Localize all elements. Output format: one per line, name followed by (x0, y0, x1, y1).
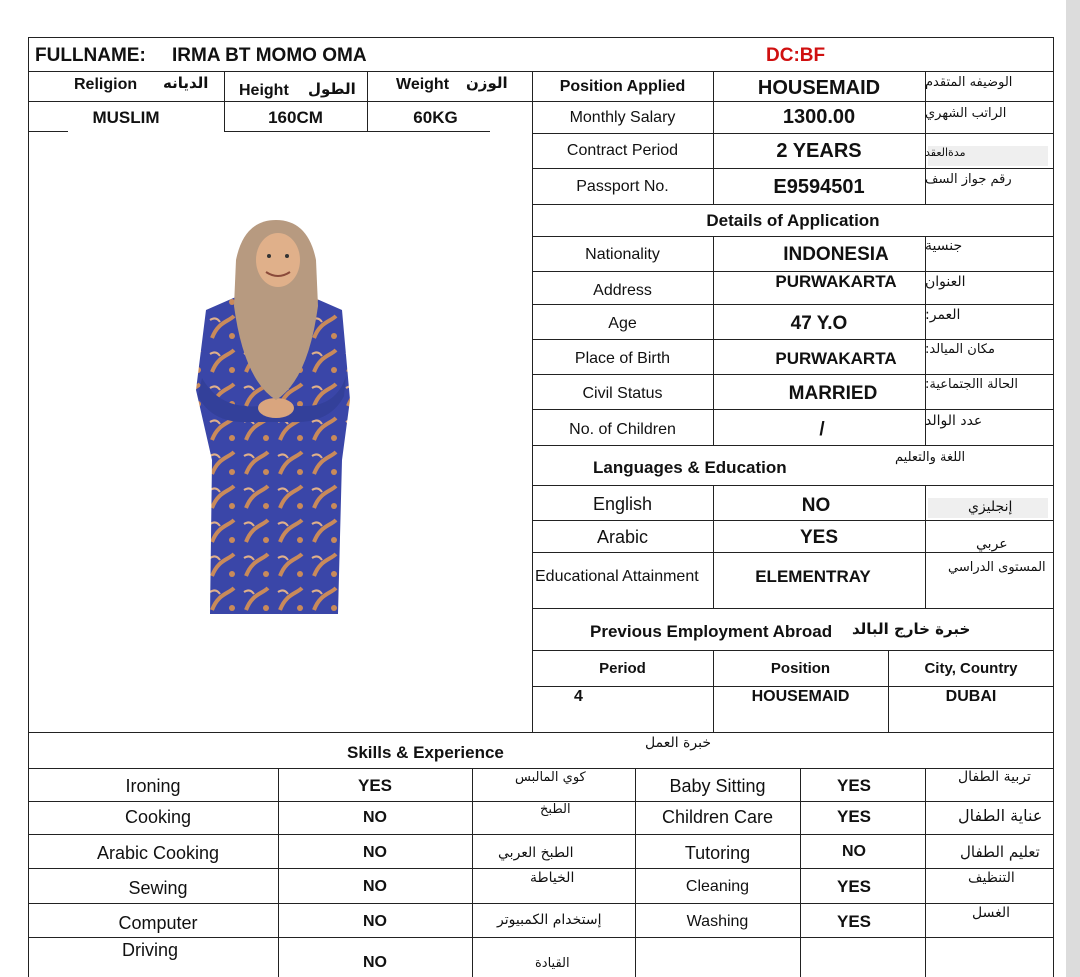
skill-value-washing: YES (836, 912, 872, 931)
skill-value-computer: NO (363, 913, 387, 930)
salary-value: 1300.00 (782, 106, 856, 128)
skill-ar-driving: القيادة (535, 956, 570, 971)
languages-title: Languages & Education (593, 458, 787, 477)
page-edge (1066, 0, 1080, 977)
skill-value-baby-sitting: YES (836, 776, 872, 795)
skill-value-cooking: NO (363, 809, 387, 826)
employment-header-city: City, Country (924, 660, 1018, 677)
passport-value: E9594501 (773, 176, 865, 198)
skill-label-washing: Washing (686, 913, 749, 930)
position-label: Position Applied (559, 78, 686, 95)
height-value: 160CM (268, 108, 323, 127)
employment-city: DUBAI (945, 688, 997, 705)
employment-header-position: Position (770, 660, 831, 677)
position-label-ar: الوضيفه المتقدم (925, 75, 1013, 90)
employment-period: 4 (574, 688, 583, 705)
education-value: ELEMENTRAY (755, 567, 871, 586)
skill-label-baby-sitting: Baby Sitting (669, 776, 766, 796)
person-photo (140, 210, 420, 620)
lang-label-arabic: Arabic (596, 527, 649, 547)
weight-value: 60KG (413, 108, 458, 127)
lang-value-arabic: YES (799, 527, 839, 548)
employment-position: HOUSEMAID (751, 688, 850, 705)
skill-value-tutoring: NO (842, 843, 866, 860)
skills-title-ar: خبرة العمل (645, 735, 711, 751)
salary-label: Monthly Salary (569, 109, 676, 126)
detail-ar-civil-status: الحالة االجتماعية: (925, 377, 1018, 392)
skill-ar-sewing: الخياطة (530, 870, 575, 886)
employment-header-period: Period (599, 660, 646, 677)
weight-label-ar: الوزن (466, 74, 508, 92)
fullname-value: IRMA BT MOMO OMA (172, 45, 367, 66)
skill-value-children-care: YES (836, 807, 872, 826)
skill-value-cleaning: YES (836, 877, 872, 896)
detail-label-nationality: Nationality (585, 246, 660, 263)
skill-label-driving: Driving (121, 940, 178, 960)
skill-label-cleaning: Cleaning (685, 878, 750, 895)
detail-value-birthplace: PURWAKARTA (775, 349, 897, 368)
lang-ar-arabic: عربي (976, 536, 1008, 552)
detail-label-civil-status: Civil Status (582, 385, 663, 402)
lang-value-english: NO (801, 495, 831, 516)
fullname-label: FULLNAME: (35, 45, 146, 66)
passport-label-ar: رقم جواز السف (925, 172, 1012, 187)
detail-ar-address: العنوان (925, 274, 966, 290)
detail-value-address: PURWAKARTA (775, 272, 897, 291)
education-ar: المستوى الدراسي (948, 560, 1046, 575)
skill-ar-children-care: عناية الطفال (958, 806, 1043, 825)
detail-label-age: Age (608, 315, 637, 332)
skill-label-arabic-cooking: Arabic Cooking (96, 843, 220, 863)
detail-value-age: 47 Y.O (790, 313, 848, 334)
detail-ar-birthplace: مكان الميالد: (925, 342, 995, 357)
detail-label-children: No. of Children (569, 421, 676, 438)
detail-value-children: / (819, 419, 825, 440)
skill-label-computer: Computer (118, 913, 198, 933)
languages-title-ar: اللغة والتعليم (895, 450, 966, 465)
skill-value-ironing: YES (357, 776, 393, 795)
skill-label-cooking: Cooking (124, 807, 192, 827)
skill-label-sewing: Sewing (128, 878, 188, 898)
salary-label-ar: الراتب الشهري (925, 106, 1007, 121)
detail-value-nationality: INDONESIA (783, 244, 889, 265)
detail-value-civil-status: MARRIED (788, 383, 878, 404)
detail-label-birthplace: Place of Birth (574, 350, 671, 367)
skill-label-ironing: Ironing (125, 776, 181, 796)
skill-ar-washing: الغسل (972, 905, 1011, 921)
skill-ar-ironing: كوي المالبس (515, 770, 586, 785)
skill-label-tutoring: Tutoring (684, 843, 751, 863)
document-code: DC:BF (766, 45, 826, 66)
contract-value: 2 YEARS (776, 140, 862, 162)
religion-label: Religion (74, 76, 138, 93)
skills-title: Skills & Experience (347, 743, 504, 762)
lang-ar-english: إنجليزي (968, 499, 1013, 515)
employment-title-ar: خبرة خارج البالد (852, 620, 971, 638)
lang-label-english: English (592, 494, 653, 514)
skill-ar-tutoring: تعليم الطفال (960, 843, 1040, 861)
skill-label-children-care: Children Care (661, 807, 774, 827)
skill-value-driving: NO (363, 954, 387, 971)
skill-value-sewing: NO (363, 878, 387, 895)
skill-ar-arabic-cooking: الطبخ العربي (498, 845, 574, 861)
skill-ar-computer: إستخدام الكمبيوتر (497, 912, 602, 928)
weight-label: Weight (396, 76, 450, 93)
height-label-ar: الطول (308, 80, 356, 98)
detail-ar-age: العمر: (925, 307, 961, 323)
employment-title: Previous Employment Abroad (590, 622, 833, 641)
passport-label: Passport No. (576, 178, 669, 195)
detail-ar-children: عدد الوالد (925, 413, 983, 429)
contract-label: Contract Period (566, 142, 679, 159)
detail-label-address: Address (593, 282, 652, 299)
contract-label-ar: مدةالعقد (925, 146, 966, 159)
height-label: Height (239, 82, 289, 99)
detail-ar-nationality: جنسية (925, 238, 963, 254)
skill-value-arabic-cooking: NO (363, 844, 387, 861)
position-value: HOUSEMAID (757, 77, 881, 99)
religion-label-ar: الديانه (163, 74, 209, 92)
religion-value: MUSLIM (92, 108, 160, 127)
skill-ar-baby-sitting: تربية الطفال (958, 769, 1031, 785)
education-label: Educational Attainment (535, 568, 699, 585)
skill-ar-cooking: الطبخ (540, 802, 571, 817)
details-title: Details of Application (706, 211, 880, 230)
skill-ar-cleaning: التنظيف (968, 870, 1015, 886)
